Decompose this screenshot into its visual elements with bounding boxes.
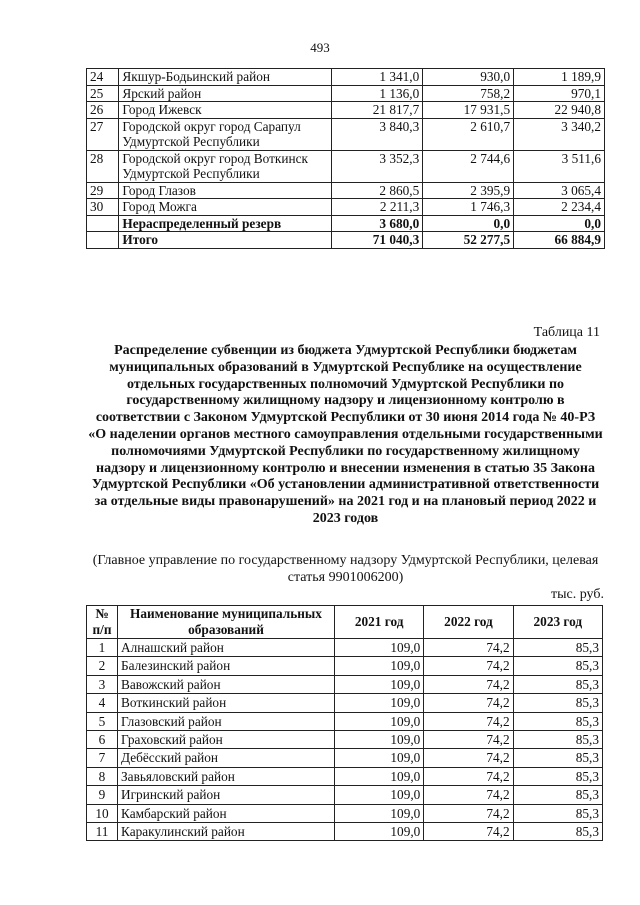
municipality-name: Городской округ город Воткинск Удмуртской Республики: [119, 150, 332, 182]
value-2023: 85,3: [513, 694, 602, 712]
row-number: 30: [87, 199, 119, 216]
municipality-name: Граховский район: [118, 731, 335, 749]
value-2023: 85,3: [513, 712, 602, 730]
municipality-name: Город Глазов: [119, 182, 332, 199]
row-number: 1: [87, 639, 118, 657]
header-2021: 2021 год: [335, 606, 424, 639]
municipality-name: Якшур-Бодьинский район: [119, 69, 332, 86]
value-2021: 2 211,3: [332, 199, 423, 216]
table-11-heading: Распределение субвенции из бюджета Удмуртской Республики бюджетам муниципальных образований в Удмуртской Республике на осуществление отдельных государственных полномочий Удмуртской Республики по государственному жилищному надзору и лицензионному контролю в соответствии с Законом Удмуртской Республики от 30 июня 2014 года № 40-РЗ «О наделении органов местного самоуправления отдельными государственными полномочиями Удмуртской Республики по государственному жилищному надзору и лицензионному контролю и внесении изменения в статью 35 Закона Удмуртской Республики «Об установлении административной ответственности за отдельные виды правонарушений» на 2021 год и на плановый период 2022 и 2023 годов: [88, 343, 603, 526]
municipality-name: Город Ижевск: [119, 102, 332, 119]
value-2022: 74,2: [424, 767, 513, 785]
municipality-name: Дебёсский район: [118, 749, 335, 767]
table-11-label: Таблица 11: [533, 325, 600, 340]
header-2022: 2022 год: [424, 606, 513, 639]
value-2022: 2 744,6: [423, 150, 514, 182]
reserve-label: Нераспределенный резерв: [119, 215, 332, 232]
row-number: 27: [87, 118, 119, 150]
reserve-2021: 3 680,0: [332, 215, 423, 232]
row-number: 7: [87, 749, 118, 767]
value-2021: 21 817,7: [332, 102, 423, 119]
municipality-name: Воткинский район: [118, 694, 335, 712]
value-2021: 109,0: [335, 749, 424, 767]
value-2022: 74,2: [424, 675, 513, 693]
total-row: [87, 232, 605, 249]
value-2023: 3 065,4: [514, 182, 605, 199]
value-2021: 109,0: [335, 804, 424, 822]
reserve-2022: 0,0: [423, 215, 514, 232]
value-2023: 85,3: [513, 639, 602, 657]
table-row: [87, 823, 603, 841]
row-number-empty: [87, 232, 119, 249]
value-2023: 22 940,8: [514, 102, 605, 119]
value-2021: 109,0: [335, 786, 424, 804]
header-num: № п/п: [87, 606, 118, 639]
reserve-2023: 0,0: [514, 215, 605, 232]
municipality-name: Балезинский район: [118, 657, 335, 675]
total-2022: 52 277,5: [423, 232, 514, 249]
municipality-name: Город Можга: [119, 199, 332, 216]
value-2023: 970,1: [514, 85, 605, 102]
value-2021: 109,0: [335, 731, 424, 749]
table-row: [87, 639, 603, 657]
value-2021: 1 136,0: [332, 85, 423, 102]
value-2021: 109,0: [335, 712, 424, 730]
row-number: 9: [87, 786, 118, 804]
value-2021: 109,0: [335, 694, 424, 712]
table-row: [87, 712, 603, 730]
value-2022: 930,0: [423, 69, 514, 86]
table-row: [87, 102, 605, 119]
value-2021: 109,0: [335, 675, 424, 693]
table-11-subheading: (Главное управление по государственному надзору Удмуртской Республики, целевая статья 9901006200): [92, 553, 599, 585]
row-number: 10: [87, 804, 118, 822]
value-2023: 85,3: [513, 749, 602, 767]
table-row: [87, 675, 603, 693]
row-number: 6: [87, 731, 118, 749]
value-2022: 74,2: [424, 749, 513, 767]
value-2023: 85,3: [513, 675, 602, 693]
value-2021: 1 341,0: [332, 69, 423, 86]
table-row: [87, 69, 605, 86]
value-2021: 109,0: [335, 639, 424, 657]
value-2021: 2 860,5: [332, 182, 423, 199]
value-2023: 85,3: [513, 786, 602, 804]
value-2023: 85,3: [513, 731, 602, 749]
table-10-continuation: [86, 68, 605, 249]
units-label: тыс. руб.: [551, 587, 604, 602]
value-2022: 74,2: [424, 823, 513, 841]
value-2021: 109,0: [335, 767, 424, 785]
table-row: [87, 150, 605, 182]
value-2022: 17 931,5: [423, 102, 514, 119]
row-number: 11: [87, 823, 118, 841]
municipality-name: Ярский район: [119, 85, 332, 102]
reserve-row: [87, 215, 605, 232]
row-number-empty: [87, 215, 119, 232]
municipality-name: Завьяловский район: [118, 767, 335, 785]
value-2022: 2 610,7: [423, 118, 514, 150]
value-2021: 109,0: [335, 657, 424, 675]
header-name: Наименование муниципальных образований: [118, 606, 335, 639]
row-number: 3: [87, 675, 118, 693]
table-row: [87, 199, 605, 216]
table-row: [87, 804, 603, 822]
table-row: [87, 182, 605, 199]
municipality-name: Каракулинский район: [118, 823, 335, 841]
header-2023: 2023 год: [513, 606, 602, 639]
table-row: [87, 118, 605, 150]
value-2022: 74,2: [424, 786, 513, 804]
row-number: 28: [87, 150, 119, 182]
row-number: 4: [87, 694, 118, 712]
table-header-row: [87, 606, 603, 639]
table-row: [87, 749, 603, 767]
table-row: [87, 767, 603, 785]
value-2023: 3 511,6: [514, 150, 605, 182]
table-row: [87, 694, 603, 712]
value-2023: 3 340,2: [514, 118, 605, 150]
municipality-name: Игринский район: [118, 786, 335, 804]
value-2022: 74,2: [424, 804, 513, 822]
value-2022: 74,2: [424, 639, 513, 657]
total-2021: 71 040,3: [332, 232, 423, 249]
municipality-name: Камбарский район: [118, 804, 335, 822]
value-2022: 74,2: [424, 657, 513, 675]
value-2021: 109,0: [335, 823, 424, 841]
row-number: 29: [87, 182, 119, 199]
row-number: 24: [87, 69, 119, 86]
value-2023: 85,3: [513, 767, 602, 785]
value-2021: 3 352,3: [332, 150, 423, 182]
value-2023: 2 234,4: [514, 199, 605, 216]
municipality-name: Вавожский район: [118, 675, 335, 693]
table-row: [87, 657, 603, 675]
table-row: [87, 85, 605, 102]
value-2022: 758,2: [423, 85, 514, 102]
value-2022: 74,2: [424, 731, 513, 749]
table-11: [86, 605, 603, 841]
municipality-name: Алнашский район: [118, 639, 335, 657]
row-number: 2: [87, 657, 118, 675]
total-2023: 66 884,9: [514, 232, 605, 249]
value-2022: 1 746,3: [423, 199, 514, 216]
page-number: 493: [310, 40, 330, 55]
row-number: 8: [87, 767, 118, 785]
table-row: [87, 786, 603, 804]
table-row: [87, 731, 603, 749]
row-number: 25: [87, 85, 119, 102]
municipality-name: Городской округ город Сарапул Удмуртской Республики: [119, 118, 332, 150]
value-2023: 85,3: [513, 823, 602, 841]
value-2021: 3 840,3: [332, 118, 423, 150]
value-2022: 74,2: [424, 694, 513, 712]
total-label: Итого: [119, 232, 332, 249]
value-2022: 74,2: [424, 712, 513, 730]
value-2023: 1 189,9: [514, 69, 605, 86]
row-number: 26: [87, 102, 119, 119]
municipality-name: Глазовский район: [118, 712, 335, 730]
value-2023: 85,3: [513, 657, 602, 675]
value-2022: 2 395,9: [423, 182, 514, 199]
value-2023: 85,3: [513, 804, 602, 822]
row-number: 5: [87, 712, 118, 730]
